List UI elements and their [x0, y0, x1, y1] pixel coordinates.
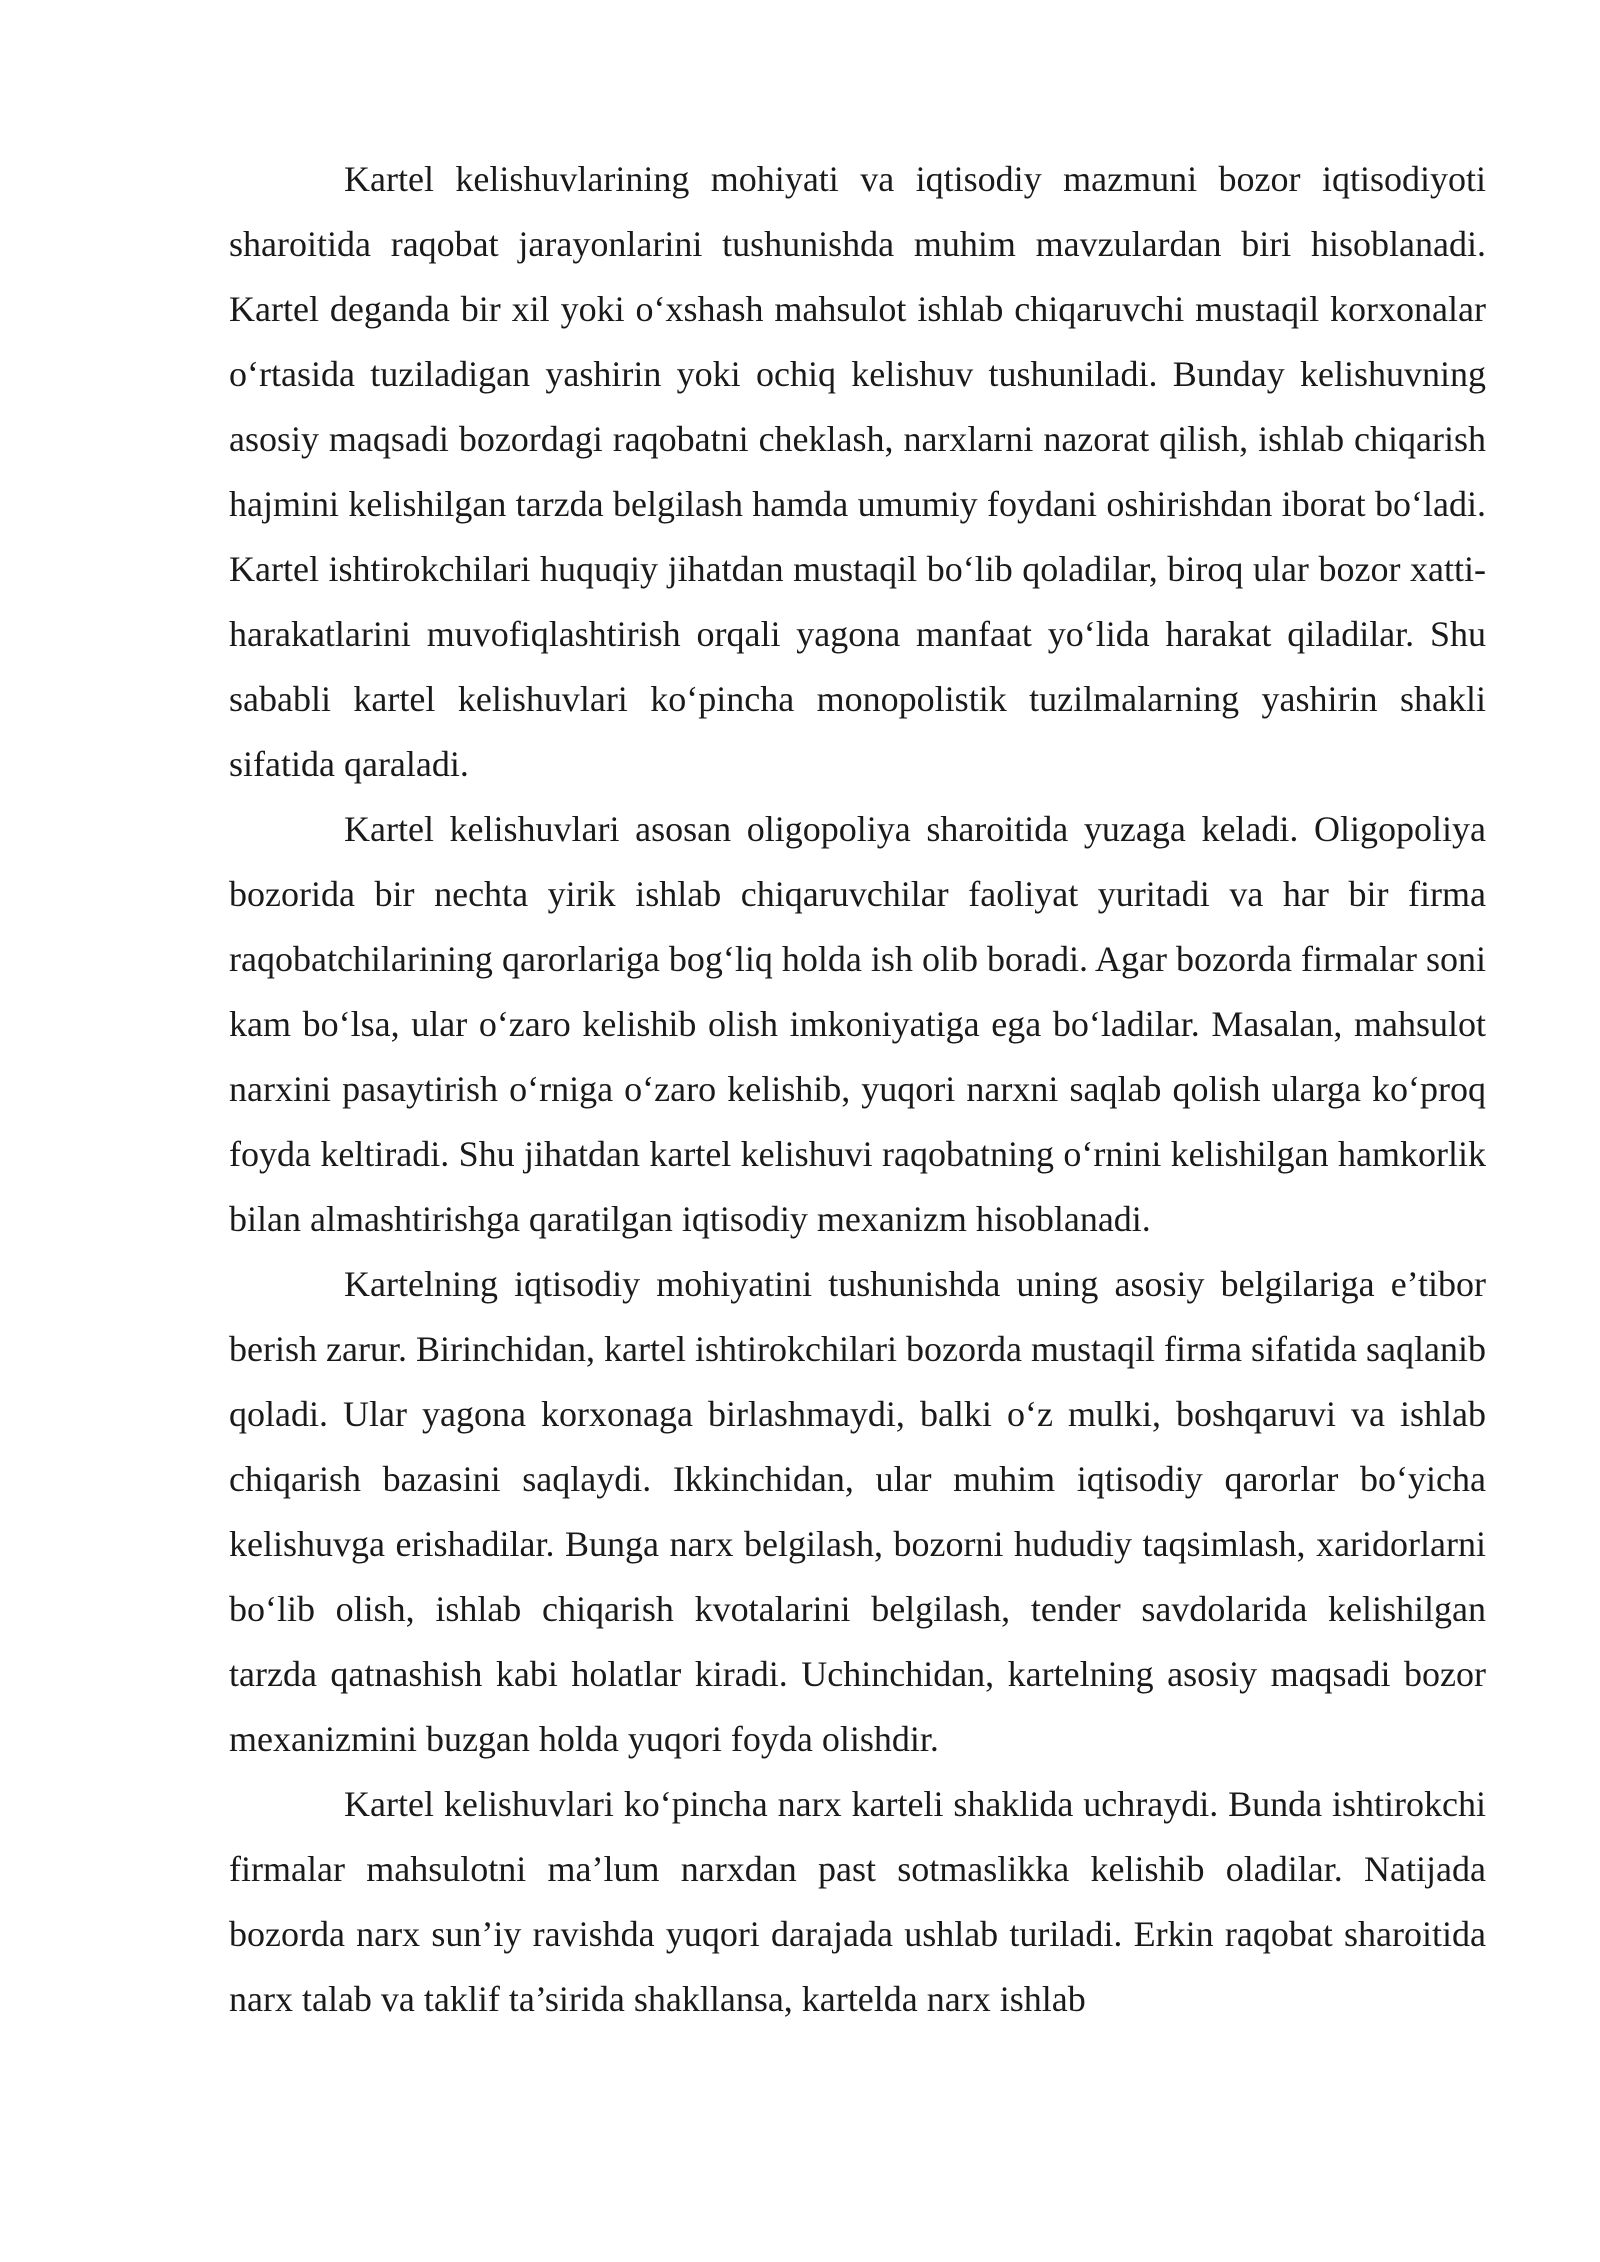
paragraph-2: Kartel kelishuvlari asosan oligopoliya sharoitida yuzaga keladi. Oligopoliya bozorida bir nechta yirik ishlab chiqaruvchilar faoliyat yuritadi va har bir firma raqobatchilarining qarorlariga bog‘liq holda ish olib boradi. Agar bozorda firmalar soni kam bo‘lsa, ular o‘zaro kelishib olish imkoniyatiga ega bo‘ladilar. Masalan, mahsulot narxini pasaytirish o‘rniga o‘zaro kelishib, yuqori narxni saqlab qolish ularga ko‘proq foyda keltiradi. Shu jihatdan kartel kelishuvi raqobatning o‘rnini kelishilgan hamkorlik bilan almashtirishga qaratilgan iqtisodiy mexanizm hisoblanadi. — [229, 809, 1486, 1239]
paragraph-4: Kartel kelishuvlari ko‘pincha narx karteli shaklida uchraydi. Bunda ishtirokchi firmalar mahsulotni ma’lum narxdan past sotmaslikka kelishib oladilar. Natijada bozorda narx sun’iy ravishda yuqori darajada ushlab turiladi. Erkin raqobat sharoitida narx talab va taklif ta’sirida shakllansa, kartelda narx ishlab — [229, 1784, 1486, 2019]
paragraph-3: Kartelning iqtisodiy mohiyatini tushunishda uning asosiy belgilariga e’tibor berish zarur. Birinchidan, kartel ishtirokchilari bozorda mustaqil firma sifatida saqlanib qoladi. Ular yagona korxonaga birlashmaydi, balki o‘z mulki, boshqaruvi va ishlab chiqarish bazasini saqlaydi. Ikkinchidan, ular muhim iqtisodiy qarorlar bo‘yicha kelishuvga erishadilar. Bunga narx belgilash, bozorni hududiy taqsimlash, xaridorlarni bo‘lib olish, ishlab chiqarish kvotalarini belgilash, tender savdolarida kelishilgan tarzda qatnashish kabi holatlar kiradi. Uchinchidan, kartelning asosiy maqsadi bozor mexanizmini buzgan holda yuqori foyda olishdir. — [229, 1264, 1486, 1759]
document-body — [229, 147, 1486, 2032]
paragraph-1: Kartel kelishuvlarining mohiyati va iqtisodiy mazmuni bozor iqtisodiyoti sharoitida raqobat jarayonlarini tushunishda muhim mavzulardan biri hisoblanadi. Kartel deganda bir xil yoki o‘xshash mahsulot ishlab chiqaruvchi mustaqil korxonalar o‘rtasida tuziladigan yashirin yoki ochiq kelishuv tushuniladi. Bunday kelishuvning asosiy maqsadi bozordagi raqobatni cheklash, narxlarni nazorat qilish, ishlab chiqarish hajmini kelishilgan tarzda belgilash hamda umumiy foydani oshirishdan iborat bo‘ladi. Kartel ishtirokchilari huquqiy jihatdan mustaqil bo‘lib qoladilar, biroq ular bozor xatti-harakatlarini muvofiqlashtirish orqali yagona manfaat yo‘lida harakat qiladilar. Shu sababli kartel kelishuvlari ko‘pincha monopolistik tuzilmalarning yashirin shakli sifatida qaraladi. — [229, 159, 1486, 784]
